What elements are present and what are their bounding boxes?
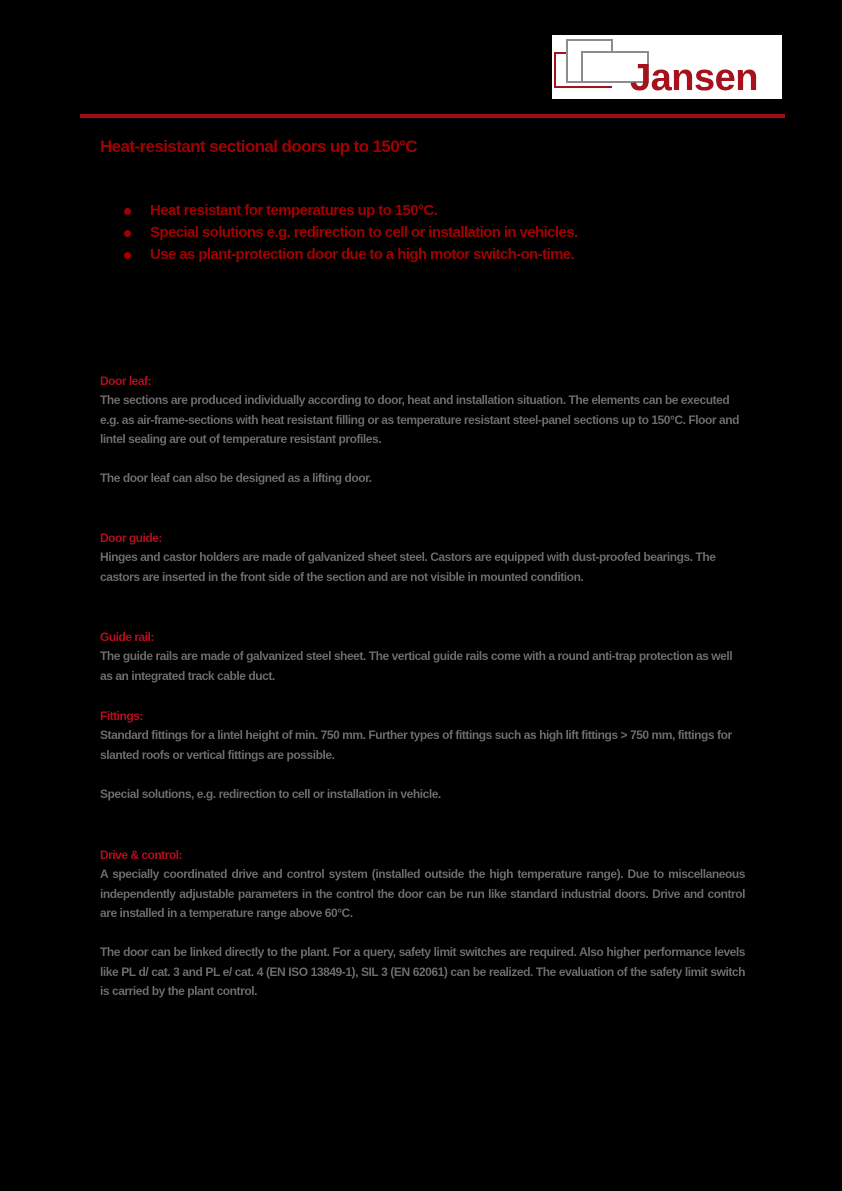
- section-door-guide: [100, 529, 745, 587]
- section-heading: Guide rail:: [100, 630, 154, 644]
- section-paragraph: Special solutions, e.g. redirection to cell or installation in vehicle.: [100, 786, 441, 801]
- feature-item: Use as plant-protection door due to a high motor switch-on-time.: [120, 244, 578, 266]
- section-guide-rail: [100, 628, 745, 686]
- bullet-icon: [124, 230, 131, 237]
- feature-list: [120, 200, 578, 266]
- header-divider: [80, 114, 785, 118]
- section-paragraph: The sections are produced individually according to door, heat and installation situation. The elements can be executed e.g. as air-frame-sections with heat resistant filling or as temperature resistant steel-panel sections up to 150°C. Floor and lintel sealing are out of temperature resistant profiles.: [100, 393, 739, 446]
- section-heading: Fittings:: [100, 709, 143, 723]
- page-title: Heat-resistant sectional doors up to 150°C: [100, 137, 417, 156]
- section-fittings: [100, 707, 745, 804]
- section-drive-control: [100, 846, 745, 1002]
- section-paragraph: The guide rails are made of galvanized steel sheet. The vertical guide rails come with a round anti-trap protection as well as an integrated track cable duct.: [100, 649, 733, 683]
- logo-wordmark: Jansen: [630, 57, 758, 99]
- section-heading: Drive & control:: [100, 848, 183, 862]
- bullet-icon: [124, 208, 131, 215]
- section-heading: Door leaf:: [100, 374, 152, 388]
- section-paragraph: A specially coordinated drive and control system (installed outside the high temperature range). Due to miscellaneous independently adjustable parameters in the control the door can be run like standard industrial doors. Drive and control are installed in a temperature range above 60°C.: [100, 867, 745, 920]
- section-heading: Door guide:: [100, 531, 162, 545]
- bullet-icon: [124, 252, 131, 259]
- feature-item: Special solutions e.g. redirection to cell or installation in vehicles.: [120, 222, 578, 244]
- section-door-leaf: [100, 372, 745, 489]
- section-paragraph: Hinges and castor holders are made of galvanized sheet steel. Castors are equipped with dust-proofed bearings. The castors are inserted in the front side of the section and are not visible in mounted condition.: [100, 550, 716, 584]
- jansen-logo: [552, 35, 782, 99]
- section-paragraph: The door leaf can also be designed as a lifting door.: [100, 471, 372, 485]
- section-paragraph: The door can be linked directly to the plant. For a query, safety limit switches are required. Also higher performance levels like PL d/ cat. 3 and PL e/ cat. 4 (EN ISO 13849-1), SIL 3 (EN 62061) can be realized. The evaluation of the safety limit switch is carried by the plant control.: [100, 945, 745, 998]
- section-paragraph: Standard fittings for a lintel height of min. 750 mm. Further types of fittings such as high lift fittings > 750 mm, fittings for slanted roofs or vertical fittings are possible.: [100, 728, 732, 762]
- feature-item: Heat resistant for temperatures up to 150°C.: [120, 200, 578, 222]
